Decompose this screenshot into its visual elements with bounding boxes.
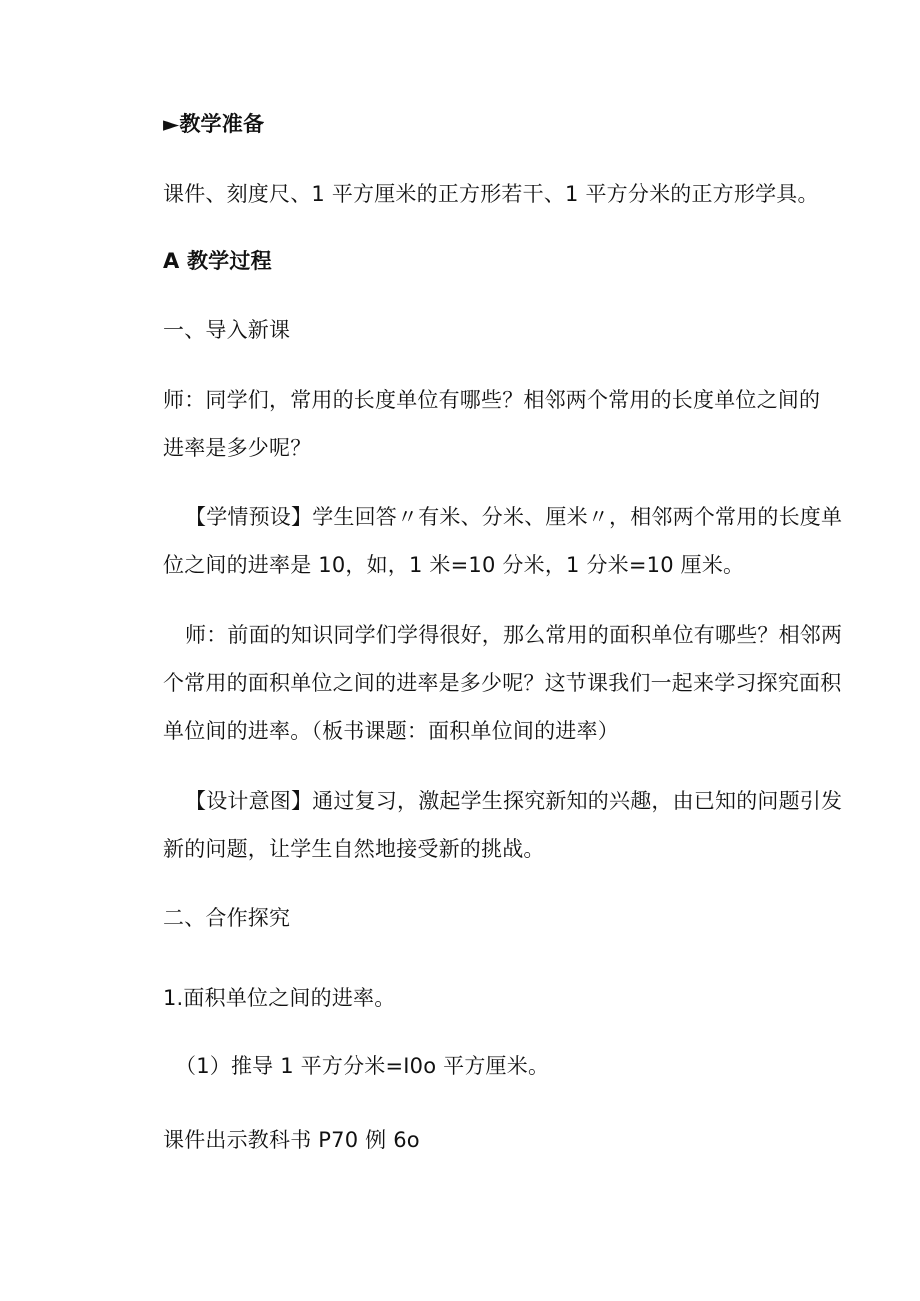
derivation-subitem: （1）推导 1 平方分米=I0o 平方厘米。 [175, 1054, 550, 1078]
preparation-heading: ►教学准备 [163, 112, 265, 136]
teacher-intro-line-3: 单位间的进率。（板书课题：面积单位间的进率） [163, 719, 619, 743]
teacher-intro-line-2: 个常用的面积单位之间的进率是多少呢？这节课我们一起来学习探究面积 [163, 671, 842, 695]
area-unit-rate-item: 1.面积单位之间的进率。 [163, 986, 396, 1010]
teacher-intro-line-1: 师：前面的知识同学们学得很好，那么常用的面积单位有哪些？相邻两 [185, 623, 843, 647]
intro-section-heading: 一、导入新课 [163, 318, 291, 342]
student-preset-line-2: 位之间的进率是 10，如，1 米=10 分米，1 分米=10 厘米。 [163, 553, 745, 577]
teacher-question-line-2: 进率是多少呢？ [163, 436, 312, 460]
cooperation-section-heading: 二、合作探究 [163, 906, 291, 930]
design-intent-line-1: 【设计意图】通过复习，激起学生探究新知的兴趣，由已知的问题引发 [185, 789, 843, 813]
teaching-process-heading: A 教学过程 [163, 249, 272, 273]
teacher-question-line-1: 师：同学们，常用的长度单位有哪些？相邻两个常用的长度单位之间的 [163, 388, 821, 412]
courseware-example-line: 课件出示教科书 P70 例 6o [163, 1128, 420, 1152]
preparation-materials: 课件、刻度尺、1 平方厘米的正方形若干、1 平方分米的正方形学具。 [163, 182, 819, 206]
student-preset-line-1: 【学情预设】学生回答〃有米、分米、厘米〃，相邻两个常用的长度单 [185, 505, 843, 529]
design-intent-line-2: 新的问题，让学生自然地接受新的挑战。 [163, 837, 545, 861]
